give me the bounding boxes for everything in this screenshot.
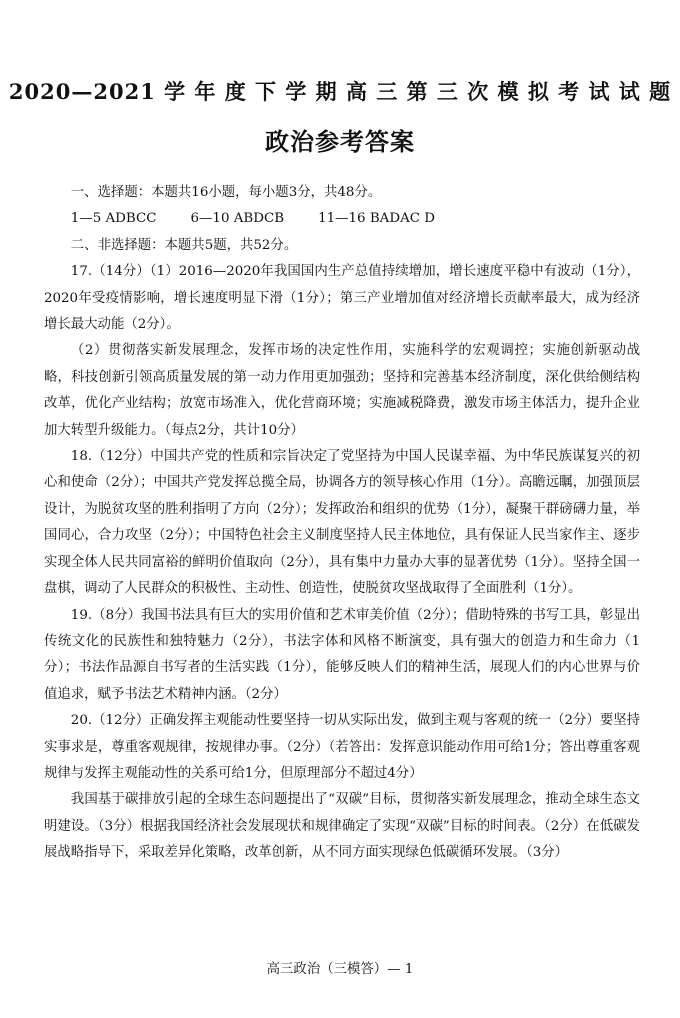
q20-answer-part1: 20.（12分）正确发挥主观能动性要坚持一切从实际出发，做到主观与客观的统一（2分）要坚持实事求是，尊重客观规律，按规律办事。（2分）（若答出：发挥意识能动作用可给1分；答出尊重客观规律与发挥主观能动性的关系可给1分，但原理部分不超过4分） [44,713,640,781]
choice-answers: 1—5 ADBCC 6—10 ABDCB 11—16 BADAC D [70,211,435,227]
section-1-heading: 一、选择题：本题共16小题，每小题3分，共48分。 [70,185,382,200]
q18-answer: 18.（12分）中国共产党的性质和宗旨决定了党坚持为中国人民谋幸福、为中华民族谋复兴的初心和使命（2分）；中国共产党发挥总揽全局，协调各方的领导核心作用（1分）。高瞻远瞩，加强顶层设计，为脱贫攻坚的胜利指明了方向（2分）；发挥政治和组织的优势（1分），凝聚干群磅礴力量，举国同心，合力攻坚（2分）；中国特色社会主义制度坚持人民主体地位，具有保证人民当家作主、逐步实现全体人民共同富裕的鲜明价值取向（2分），具有集中力量办大事的显著优势（1分）。坚持全国一盘棋，调动了人民群众的积极性、主动性、创造性，使脱贫攻坚战取得了全面胜利（1分）。 [44,449,640,597]
q19-answer: 19.（8分）我国书法具有巨大的实用价值和艺术审美价值（2分）；借助特殊的书写工具，彰显出传统文化的民族性和独特魅力（2分），书法字体和风格不断演变，具有强大的创造力和生命力（1分）；书法作品源自书写者的生活实践（1分），能够反映人们的精神生活，展现人们的内心世界与价值追求，赋予书法艺术精神内涵。（2分） [44,607,640,702]
q17-part2-answer: （2）贯彻落实新发展理念，发挥市场的决定性作用，实施科学的宏观调控；实施创新驱动战略，科技创新引领高质量发展的第一动力作用更加强劲；坚持和完善基本经济制度，深化供给侧结构改革，优化产业结构；放宽市场准入，优化营商环境；实施减税降费，激发市场主体活力，提升企业加大转型升级能力。（每点2分，共计10分） [44,343,640,438]
answer-content [44,180,640,867]
exam-title: 2020—2021 学 年 度 下 学 期 高 三 第 三 次 模 拟 考 试 试 题 [8,79,672,104]
page-footer: 高三政治（三模答）— 1 [266,962,414,977]
answer-key-title: 政治参考答案 [265,127,415,156]
q17-part1-answer: 17.（14分）（1）2016—2020年我国国内生产总值持续增加，增长速度平稳中有波动（1分），2020年受疫情影响，增长速度明显下滑（1分）；第三产业增加值对经济增长贡献率最大，成为经济增长最大动能（2分）。 [44,264,640,333]
q20-answer-part2: 我国基于碳排放引起的全球生态问题提出了“双碳”目标，贯彻落实新发展理念，推动全球生态文明建设。（3分）根据我国经济社会发展现状和规律确定了实现“双碳”目标的时间表。（2分）在低碳发展战略指导下，采取差异化策略，改革创新，从不同方面实现绿色低碳循环发展。（3分） [44,792,640,861]
section-2-heading: 二、非选择题：本题共5题，共52分。 [70,237,298,253]
